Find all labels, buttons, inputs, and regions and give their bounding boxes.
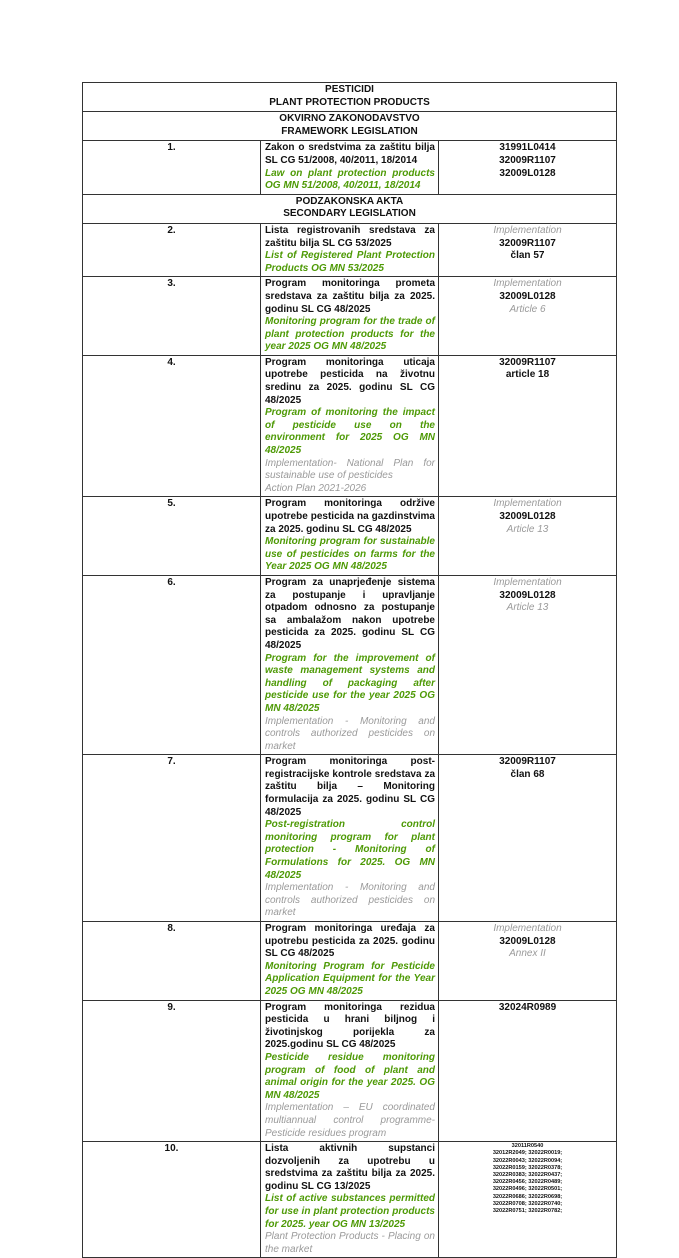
celex-ref: 32022R0159; 32022R0378; <box>492 1164 563 1171</box>
secondary-header-row <box>83 194 617 223</box>
implementation-note: Implementation – EU coordinated multiannual control programme-Pesticide residues program <box>265 1102 435 1139</box>
table-row <box>83 497 617 576</box>
title-montenegrin: Lista registrovanih sredstava za zaštitu bilja SL CG 53/2025 <box>265 224 435 249</box>
row-number: 2. <box>83 223 261 276</box>
row-text <box>261 497 439 576</box>
legislation-table <box>82 82 617 1258</box>
row-number: 6. <box>83 575 261 754</box>
secondary-heading <box>83 194 617 223</box>
celex-refs <box>439 497 617 576</box>
title-montenegrin: Program monitoringa rezidua pesticida u hrani biljnog i životinjskog porijekla za 2025.godinu SL CG 48/2025 <box>265 1001 435 1051</box>
table-title <box>83 83 617 112</box>
framework-me: OKVIRNO ZAKONODAVSTVO <box>279 113 420 125</box>
celex-ref: 32012R2049; 32022R0019; <box>492 1150 563 1157</box>
celex-article: član 57 <box>510 250 545 262</box>
framework-header-row <box>83 112 617 141</box>
row-number: 9. <box>83 1000 261 1142</box>
article-note: Article 6 <box>509 303 546 315</box>
celex-ref: 32022R0496; 32022R0501; <box>492 1186 563 1193</box>
implementation-label: Implementation <box>493 224 562 236</box>
row-text <box>261 223 439 276</box>
table-row <box>83 575 617 754</box>
row-text <box>261 922 439 1001</box>
table-row <box>83 922 617 1001</box>
celex-refs <box>439 1000 617 1142</box>
secondary-en: SECONDARY LEGISLATION <box>283 208 416 220</box>
celex-ref: 32022R0686; 32022R0698; <box>492 1193 563 1200</box>
title-montenegrin: Zakon o sredstvima za zaštitu bilja SL CG 51/2008, 40/2011, 18/2014 <box>265 142 435 166</box>
implementation-note: Implementation - Monitoring and controls authorized pesticides on market <box>265 715 435 752</box>
title-english: Pesticide residue monitoring program of food of plant and animal origin for the year 2025. OG MN 48/2025 <box>265 1051 435 1101</box>
row-number: 5. <box>83 497 261 576</box>
framework-en: FRAMEWORK LEGISLATION <box>281 125 418 137</box>
title-en: PLANT PROTECTION PRODUCTS <box>269 96 430 108</box>
title-english: List of active substances permitted for use in plant protection products for 2025. year OG MN 13/2025 <box>265 1193 435 1230</box>
article-note: Annex II <box>509 948 546 960</box>
celex-ref: 32022R0708; 32022R0740; <box>492 1200 563 1207</box>
celex-refs <box>439 575 617 754</box>
celex-ref: 32022R0383; 32022R0437; <box>492 1171 563 1178</box>
title-montenegrin: Program monitoringa prometa sredstava za zaštitu bilja za 2025. godinu SL CG 48/2025 <box>265 278 435 315</box>
title-montenegrin: Program monitoringa uticaja upotrebe pesticida na životnu sredinu za 2025. godinu SL CG 48/2025 <box>265 356 435 406</box>
title-english: Law on plant protection products OG MN 51/2008, 40/2011, 18/2014 <box>265 167 435 192</box>
table-row <box>83 223 617 276</box>
celex-ref: 32022R0043; 32022R0094; <box>492 1157 563 1164</box>
table-row <box>83 141 617 194</box>
implementation-label: Implementation <box>493 576 562 588</box>
celex-refs <box>439 1142 617 1258</box>
title-english: Program of monitoring the impact of pesticide use on the environment for 2025 OG MN 48/2025 <box>265 407 435 457</box>
title-montenegrin: Program monitoringa post-registracijske kontrole sredstava za zaštitu bilja – Monitoring formulacija za 2025. godinu SL CG 48/2025 <box>265 756 435 818</box>
title-montenegrin: Lista aktivnih supstanci dozvoljenih za upotrebu u sredstvima za zaštitu bilja za 2025. godinu SL CG 13/2025 <box>265 1143 435 1192</box>
celex-refs <box>439 755 617 922</box>
title-english: Monitoring program for the trade of plant protection products for the year 2025 OG MN 48/2025 <box>265 316 435 353</box>
celex-ref: 32022R0456; 32022R0489; <box>492 1179 563 1186</box>
row-number: 8. <box>83 922 261 1001</box>
title-english: Post-registration control monitoring program for plant protection - Monitoring of Formulations for 2025. OG MN 48/2025 <box>265 819 435 881</box>
implementation-note: Action Plan 2021-2026 <box>265 482 367 494</box>
implementation-note: Implementation- National Plan for sustainable use of pesticides <box>265 457 435 482</box>
celex-refs <box>439 922 617 1001</box>
title-me: PESTICIDI <box>325 84 374 95</box>
celex-article: član 68 <box>510 768 545 780</box>
title-montenegrin: Program monitoringa održive upotrebe pesticida na gazdinstvima za 2025. godinu SL CG 48/2025 <box>265 498 435 535</box>
implementation-label: Implementation <box>493 278 562 290</box>
row-text <box>261 1000 439 1142</box>
celex-refs <box>439 355 617 497</box>
row-text <box>261 575 439 754</box>
title-montenegrin: Program za unaprjeđenje sistema za postupanje i upravljanje otpadom odnosno za postupanje sa ambalažom nakon upotrebe pesticida za 2025. godinu SL CG 48/2025 <box>265 576 435 651</box>
title-english: Monitoring program for sustainable use of pesticides on farms for the Year 2025 OG MN 48/2025 <box>265 536 435 573</box>
table-row <box>83 355 617 497</box>
celex-article: article 18 <box>505 369 550 381</box>
title-row <box>83 83 617 112</box>
title-montenegrin: Program monitoringa uređaja za upotrebu pesticida za 2025. godinu SL CG 48/2025 <box>265 923 435 960</box>
table-row <box>83 277 617 356</box>
row-number: 4. <box>83 355 261 497</box>
implementation-note: Plant Protection Products - Placing on the market <box>265 1231 435 1255</box>
title-english: Monitoring Program for Pesticide Application Equipment for the Year 2025 OG MN 48/2025 <box>265 960 435 997</box>
article-note: Article 13 <box>506 602 549 614</box>
celex-ref: 32009R1107 <box>499 237 556 249</box>
celex-ref: 32022R0751; 32022R0782; <box>492 1207 563 1214</box>
celex-ref: 32009R1107 <box>499 154 556 166</box>
row-number: 1. <box>83 141 261 194</box>
title-english: List of Registered Plant Protection Products OG MN 53/2025 <box>265 250 435 274</box>
table-row <box>83 755 617 922</box>
secondary-me: PODZAKONSKA AKTA <box>295 195 404 207</box>
framework-heading <box>83 112 617 141</box>
celex-refs <box>439 277 617 356</box>
row-text <box>261 141 439 194</box>
row-number: 7. <box>83 755 261 922</box>
row-text <box>261 1142 439 1258</box>
row-text <box>261 355 439 497</box>
celex-ref: 32009R1107 <box>499 756 556 768</box>
title-english: Program for the improvement of waste management systems and handling of packaging after pesticide use for the year 2025 OG MN 48/2025 <box>265 652 435 714</box>
celex-ref: 32009L0128 <box>499 167 556 179</box>
article-note: Article 13 <box>506 523 549 535</box>
celex-ref: 32009R1107 <box>499 356 556 368</box>
celex-refs <box>439 141 617 194</box>
row-text <box>261 277 439 356</box>
celex-ref: 32011R0540 <box>511 1143 544 1150</box>
implementation-label: Implementation <box>493 498 562 510</box>
celex-refs <box>439 223 617 276</box>
celex-ref: 32009L0128 <box>499 935 556 947</box>
row-number: 3. <box>83 277 261 356</box>
table-row <box>83 1142 617 1258</box>
table-row <box>83 1000 617 1142</box>
celex-ref: 32009L0128 <box>499 290 556 302</box>
implementation-label: Implementation <box>493 923 562 934</box>
row-text <box>261 755 439 922</box>
implementation-note: Implementation - Monitoring and controls authorized pesticides on market <box>265 882 435 919</box>
celex-ref: 31991L0414 <box>499 142 556 154</box>
celex-ref: 32009L0128 <box>499 589 556 601</box>
row-number: 10. <box>83 1142 261 1258</box>
celex-ref: 32024R0989 <box>498 1001 557 1013</box>
celex-ref: 32009L0128 <box>499 511 556 522</box>
